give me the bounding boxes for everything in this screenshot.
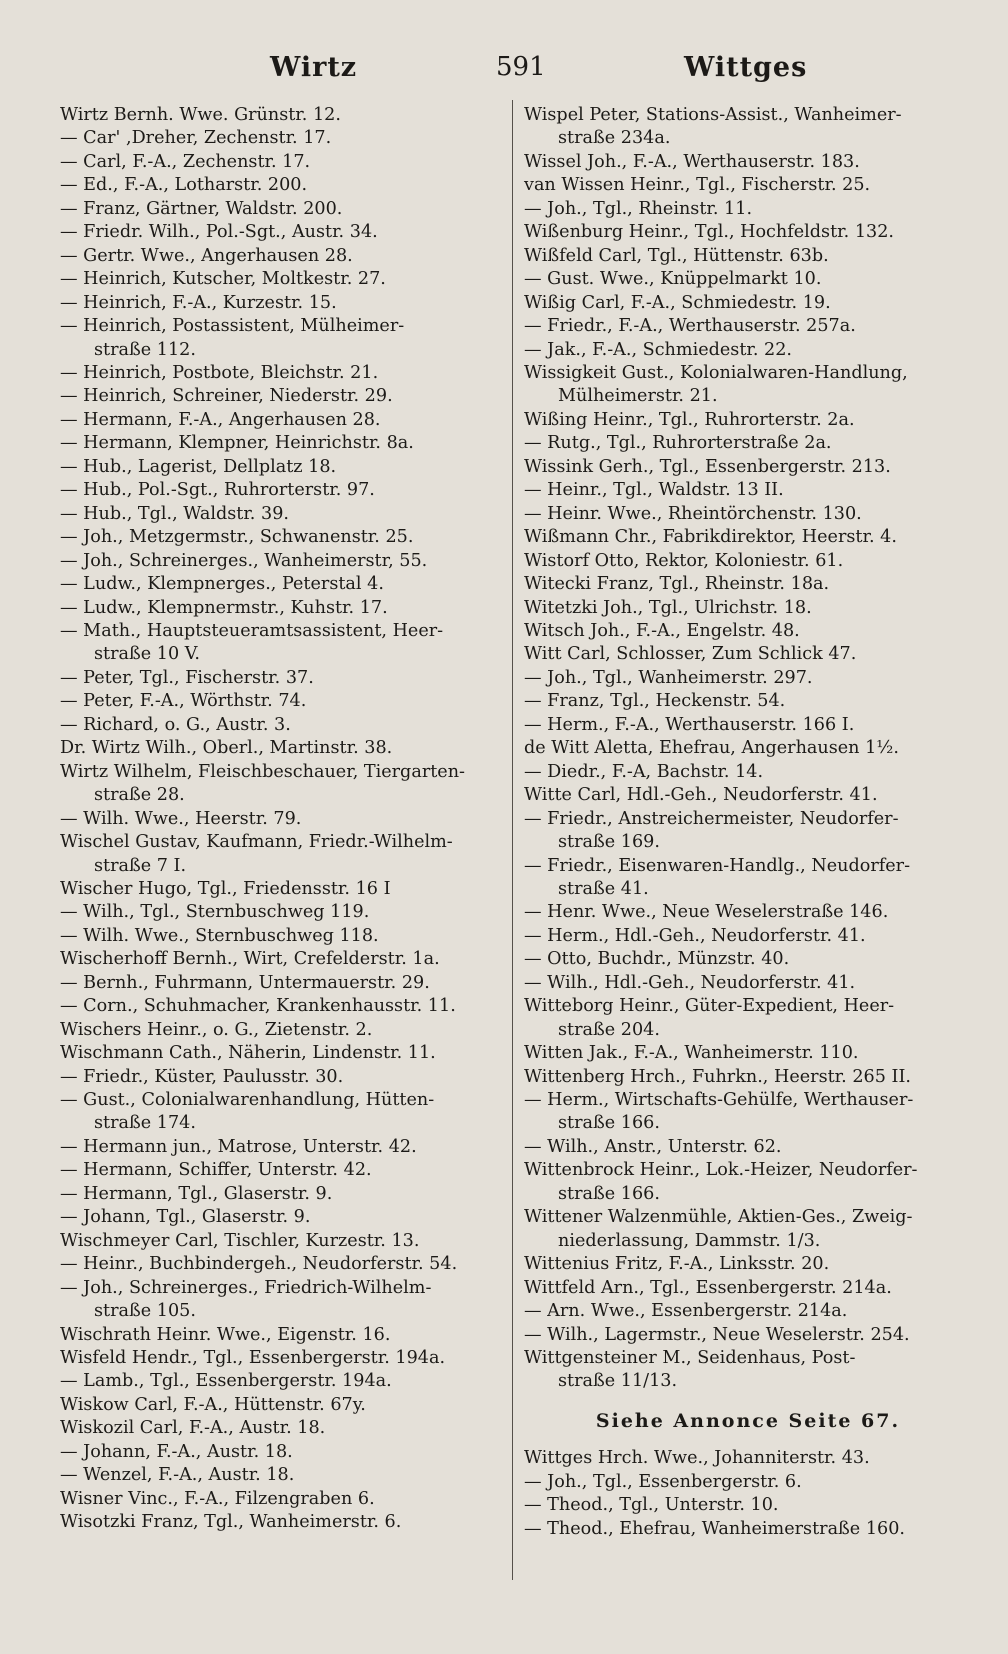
directory-entry: van Wissen Heinr., Tgl., Fischerstr. 25.: [524, 175, 871, 196]
directory-entry-continuation: straße 234a.: [558, 128, 671, 149]
directory-entry: — Friedr., Eisenwaren-Handlg., Neudorfer-: [524, 855, 911, 876]
directory-entry: Dr. Wirtz Wilh., Oberl., Martinstr. 38.: [60, 738, 393, 759]
directory-entry: Wissel Joh., F.-A., Werthauserstr. 183.: [524, 151, 860, 172]
directory-entry: — Wilh., Hdl.-Geh., Neudorferstr. 41.: [524, 972, 856, 993]
directory-entry-continuation: Mülheimerstr. 21.: [558, 386, 718, 407]
directory-entry: — Theod., Ehefrau, Wanheimerstraße 160.: [524, 1518, 905, 1539]
directory-entry: — Hub., Lagerist, Dellplatz 18.: [60, 456, 337, 477]
directory-entry: Wittener Walzenmühle, Aktien-Ges., Zweig-: [524, 1207, 913, 1228]
directory-entry-continuation: straße 10 V.: [94, 644, 200, 665]
directory-entry-continuation: straße 11/13.: [558, 1371, 678, 1392]
directory-entry: Wißmann Chr., Fabrikdirektor, Heerstr. 4.: [524, 527, 897, 548]
directory-entry-continuation: straße 166.: [558, 1183, 660, 1204]
directory-entry: — Gust. Wwe., Knüppelmarkt 10.: [524, 269, 822, 290]
directory-entry: — Heinr., Tgl., Waldstr. 13 II.: [524, 480, 784, 501]
directory-entry: — Heinr. Wwe., Rheintörchenstr. 130.: [524, 503, 862, 524]
directory-entry: — Ludw., Klempnerges., Peterstal 4.: [60, 574, 384, 595]
directory-entry: — Wilh., Lagermstr., Neue Weselerstr. 254.: [524, 1324, 910, 1345]
directory-entry-continuation: straße 166.: [558, 1113, 660, 1134]
directory-entry: — Wilh. Wwe., Sternbuschweg 118.: [60, 925, 379, 946]
directory-entry: Wissigkeit Gust., Kolonialwaren-Handlung,: [524, 362, 908, 383]
directory-entry: — Peter, Tgl., Fischerstr. 37.: [60, 667, 314, 688]
directory-entry-continuation: straße 28.: [94, 785, 185, 806]
directory-entry: — Hermann, Klempner, Heinrichstr. 8a.: [60, 433, 414, 454]
directory-entry: — Hermann jun., Matrose, Unterstr. 42.: [60, 1136, 417, 1157]
directory-entry: — Ed., F.-A., Lotharstr. 200.: [60, 175, 308, 196]
directory-entry: — Herm., F.-A., Werthauserstr. 166 I.: [524, 714, 855, 735]
directory-entry: — Henr. Wwe., Neue Weselerstraße 146.: [524, 902, 889, 923]
directory-entry: — Carl, F.-A., Zechenstr. 17.: [60, 151, 311, 172]
directory-entry: Wisfeld Hendr., Tgl., Essenbergerstr. 194a.: [60, 1348, 446, 1369]
directory-entry: — Car' ,Dreher, Zechenstr. 17.: [60, 128, 332, 149]
directory-entry: Wirtz Wilhelm, Fleischbeschauer, Tiergarten-: [60, 761, 465, 782]
directory-entry: — Johann, F.-A., Austr. 18.: [60, 1441, 293, 1462]
directory-entry: Witten Jak., F.-A., Wanheimerstr. 110.: [524, 1043, 859, 1064]
directory-entry: — Math., Hauptsteueramtsassistent, Heer-: [60, 620, 444, 641]
directory-entry: — Hermann, F.-A., Angerhausen 28.: [60, 409, 381, 430]
page-header: [0, 44, 1008, 94]
directory-entry: — Friedr., F.-A., Werthauserstr. 257a.: [524, 316, 856, 337]
directory-entry: Wirtz Bernh. Wwe. Grünstr. 12.: [60, 105, 341, 125]
directory-entry: — Joh., Metzgermstr., Schwanenstr. 25.: [60, 527, 414, 548]
directory-entry: Wischer Hugo, Tgl., Friedensstr. 16 I: [60, 878, 391, 899]
directory-entry: — Johann, Tgl., Glaserstr. 9.: [60, 1207, 311, 1228]
directory-entry-continuation: straße 174.: [94, 1113, 196, 1134]
directory-entry: — Gertr. Wwe., Angerhausen 28.: [60, 245, 353, 266]
directory-entry-continuation: straße 41.: [558, 878, 649, 899]
right-column-entries: [524, 104, 972, 1394]
directory-entry: Wischerhoff Bernh., Wirt, Crefelderstr. 1a.: [60, 949, 440, 970]
directory-entry: — Hub., Pol.-Sgt., Ruhrorterstr. 97.: [60, 480, 375, 501]
directory-entry: — Joh., Tgl., Wanheimerstr. 297.: [524, 667, 813, 688]
directory-entry: — Wilh., Anstr., Unterstr. 62.: [524, 1136, 782, 1157]
directory-entry: — Bernh., Fuhrmann, Untermauerstr. 29.: [60, 972, 430, 993]
advertisement-notice: Siehe Annonce Seite 67.: [595, 1409, 901, 1432]
directory-entry: Wischers Heinr., o. G., Zietenstr. 2.: [60, 1019, 373, 1040]
directory-entry: Wiskow Carl, F.-A., Hüttenstr. 67y.: [60, 1394, 366, 1415]
directory-entry: Wittgensteiner M., Seidenhaus, Post-: [524, 1348, 856, 1369]
directory-entry: Wißenburg Heinr., Tgl., Hochfeldstr. 132.: [524, 222, 894, 243]
directory-entry: Wittges Hrch. Wwe., Johanniterstr. 43.: [524, 1448, 870, 1469]
directory-entry: — Wilh. Wwe., Heerstr. 79.: [60, 808, 302, 829]
directory-entry: Wittfeld Arn., Tgl., Essenbergerstr. 214a.: [524, 1277, 892, 1298]
directory-entry: — Joh., Schreinerges., Wanheimerstr, 55.: [60, 550, 428, 571]
directory-entry: Wißfeld Carl, Tgl., Hüttenstr. 63b.: [524, 245, 829, 266]
directory-entry: Witsch Joh., F.-A., Engelstr. 48.: [524, 620, 800, 641]
directory-entry: Wißing Heinr., Tgl., Ruhrorterstr. 2a.: [524, 409, 855, 430]
directory-entry: Wischmeyer Carl, Tischler, Kurzestr. 13.: [60, 1230, 420, 1251]
left-column: [60, 104, 500, 1535]
directory-entry: — Gust., Colonialwarenhandlung, Hütten-: [60, 1090, 435, 1111]
directory-entry: Wischmann Cath., Näherin, Lindenstr. 11.: [60, 1043, 436, 1064]
directory-entry: — Joh., Schreinerges., Friedrich-Wilhelm-: [60, 1277, 432, 1298]
directory-entry: Wisotzki Franz, Tgl., Wanheimerstr. 6.: [60, 1512, 402, 1533]
directory-entry: — Hermann, Schiffer, Unterstr. 42.: [60, 1160, 372, 1181]
directory-entry: — Friedr., Anstreichermeister, Neudorfer-: [524, 808, 899, 829]
directory-entry: — Herm., Hdl.-Geh., Neudorferstr. 41.: [524, 925, 866, 946]
header-left-keyword: Wirtz: [270, 52, 358, 83]
column-divider: [512, 100, 513, 1580]
directory-entry: — Peter, F.-A., Wörthstr. 74.: [60, 691, 307, 712]
page-number: 591: [496, 52, 546, 82]
directory-entry: — Wenzel, F.-A., Austr. 18.: [60, 1465, 295, 1486]
directory-entry: Wischel Gustav, Kaufmann, Friedr.-Wilhelm-: [60, 832, 453, 853]
directory-entry: Wistorf Otto, Rektor, Koloniestr. 61.: [524, 550, 844, 571]
directory-entry: — Friedr. Wilh., Pol.-Sgt., Austr. 34.: [60, 222, 378, 243]
right-column-entries-after: [524, 1447, 972, 1541]
directory-entry: — Heinrich, F.-A., Kurzestr. 15.: [60, 292, 337, 313]
directory-entry-continuation: straße 105.: [94, 1301, 196, 1322]
directory-entry: Wissink Gerh., Tgl., Essenbergerstr. 213.: [524, 456, 891, 477]
directory-entry: — Rutg., Tgl., Ruhrorterstraße 2a.: [524, 433, 832, 454]
directory-entry: — Friedr., Küster, Paulusstr. 30.: [60, 1066, 344, 1087]
directory-entry: — Wilh., Tgl., Sternbuschweg 119.: [60, 902, 370, 923]
directory-entry: — Heinrich, Schreiner, Niederstr. 29.: [60, 386, 393, 407]
directory-entry: Witecki Franz, Tgl., Rheinstr. 18a.: [524, 574, 830, 595]
directory-entry: Witteborg Heinr., Güter-Expedient, Heer-: [524, 996, 895, 1017]
directory-entry: — Franz, Tgl., Heckenstr. 54.: [524, 691, 786, 712]
directory-entry: — Theod., Tgl., Unterstr. 10.: [524, 1495, 779, 1516]
directory-entry: Wittenberg Hrch., Fuhrkn., Heerstr. 265 II.: [524, 1066, 911, 1087]
directory-entry: Wittenius Fritz, F.-A., Linksstr. 20.: [524, 1254, 830, 1275]
directory-entry: — Otto, Buchdr., Münzstr. 40.: [524, 949, 790, 970]
directory-entry: Wisner Vinc., F.-A., Filzengraben 6.: [60, 1488, 375, 1509]
directory-entry: — Hub., Tgl., Waldstr. 39.: [60, 503, 289, 524]
directory-entry: — Ludw., Klempnermstr., Kuhstr. 17.: [60, 597, 388, 618]
directory-entry: — Richard, o. G., Austr. 3.: [60, 714, 291, 735]
directory-entry: — Franz, Gärtner, Waldstr. 200.: [60, 198, 343, 219]
directory-entry: de Witt Aletta, Ehefrau, Angerhausen 1½.: [524, 738, 899, 759]
directory-entry: — Arn. Wwe., Essenbergerstr. 214a.: [524, 1301, 848, 1322]
directory-entry-continuation: niederlassung, Dammstr. 1/3.: [558, 1230, 821, 1251]
directory-entry: — Jak., F.-A., Schmiedestr. 22.: [524, 339, 793, 360]
directory-entry: Wittenbrock Heinr., Lok.-Heizer, Neudorfer-: [524, 1160, 918, 1181]
directory-entry-continuation: straße 169.: [558, 832, 660, 853]
directory-entry: — Herm., Wirtschafts-Gehülfe, Werthauser-: [524, 1090, 914, 1111]
directory-entry: — Heinrich, Postbote, Bleichstr. 21.: [60, 362, 379, 383]
directory-entry: — Diedr., F.-A, Bachstr. 14.: [524, 761, 764, 782]
directory-entry: Witetzki Joh., Tgl., Ulrichstr. 18.: [524, 597, 812, 618]
directory-entry: — Joh., Tgl., Essenbergerstr. 6.: [524, 1471, 802, 1492]
directory-entry: Wißig Carl, F.-A., Schmiedestr. 19.: [524, 292, 831, 313]
directory-entry: — Lamb., Tgl., Essenbergerstr. 194a.: [60, 1371, 392, 1392]
directory-entry: Witte Carl, Hdl.-Geh., Neudorferstr. 41.: [524, 785, 878, 806]
directory-entry: — Hermann, Tgl., Glaserstr. 9.: [60, 1183, 333, 1204]
directory-entry: Wispel Peter, Stations-Assist., Wanheimer-: [524, 105, 902, 125]
directory-entry: Witt Carl, Schlosser, Zum Schlick 47.: [524, 644, 857, 665]
directory-entry: — Heinrich, Postassistent, Mülheimer-: [60, 316, 405, 337]
directory-entry-continuation: straße 112.: [94, 339, 196, 360]
directory-entry: — Joh., Tgl., Rheinstr. 11.: [524, 198, 753, 219]
directory-entry-continuation: straße 204.: [558, 1019, 660, 1040]
header-right-keyword: Wittges: [684, 52, 808, 83]
directory-entry: Wischrath Heinr. Wwe., Eigenstr. 16.: [60, 1324, 391, 1345]
directory-entry-continuation: straße 7 I.: [94, 855, 187, 876]
directory-entry: — Heinr., Buchbindergeh., Neudorferstr. 54.: [60, 1254, 458, 1275]
right-column: [524, 104, 972, 1541]
directory-entry: — Heinrich, Kutscher, Moltkestr. 27.: [60, 269, 386, 290]
directory-entry: — Corn., Schuhmacher, Krankenhausstr. 11.: [60, 996, 456, 1017]
directory-entry: Wiskozil Carl, F.-A., Austr. 18.: [60, 1418, 326, 1439]
